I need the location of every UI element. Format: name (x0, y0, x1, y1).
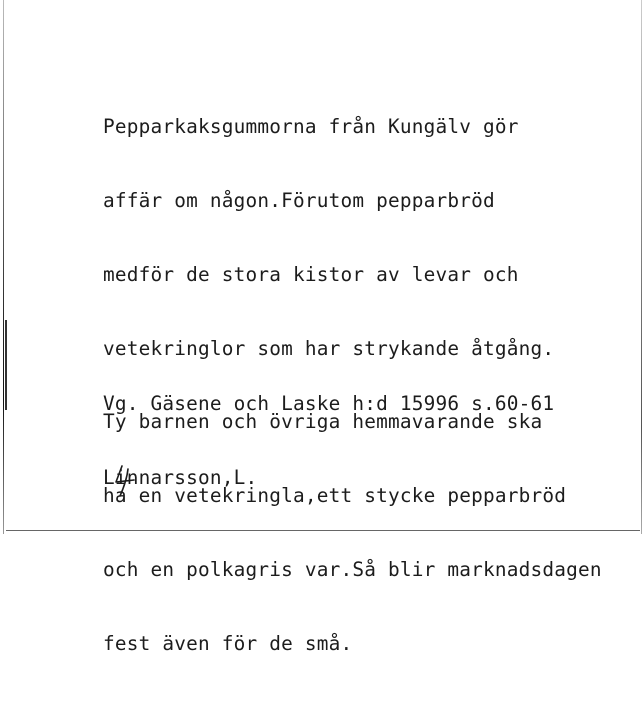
body-line: och en polkagris var.Så blir marknadsdagen (103, 557, 602, 581)
body-line: vetekringlor som har strykande åtgång. (103, 336, 555, 360)
body-line: Pepparkaksgummorna från Kungälv gör (103, 115, 519, 139)
body-line: Ty barnen och övriga hemmavarande ska (103, 410, 543, 434)
body-line: fest även för de små. (103, 631, 353, 655)
reference-line: Vg. Gäsene och Laske h:d 15996 s.60-61 (103, 392, 555, 416)
card-reference (103, 343, 554, 540)
scan-edge-left (3, 0, 4, 534)
scan-edge-left-shadow (5, 320, 7, 410)
body-line: medför de stora kistor av levar och (103, 262, 519, 286)
handwritten-number-mark (110, 460, 150, 500)
scan-edge-right (641, 0, 642, 534)
body-line: affär om någon.Förutom pepparbröd (103, 188, 495, 212)
body-line: ha en vetekringla,ett stycke pepparbröd (103, 484, 567, 508)
reference-line: Linnarsson,L. (103, 465, 258, 489)
